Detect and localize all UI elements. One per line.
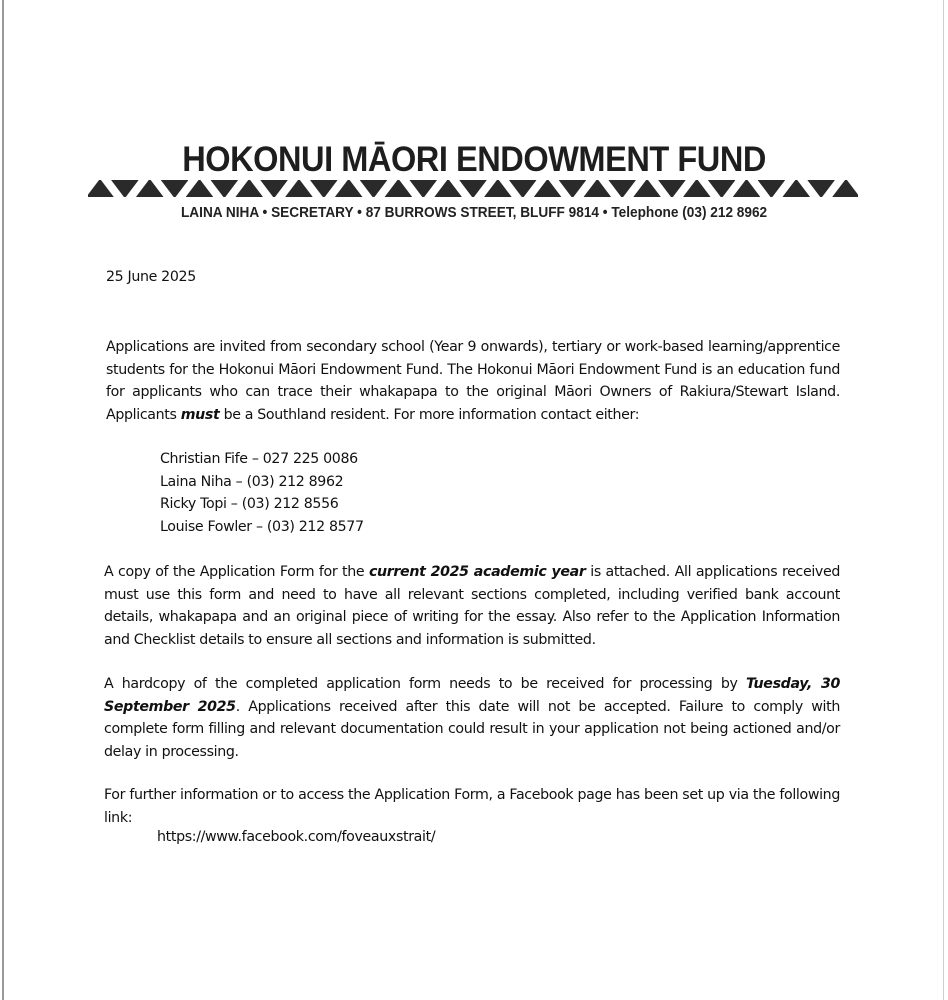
contact-name: Louise Fowler [160,518,252,535]
paragraph-further-info: For further information or to access the Application Form, a Facebook page has been set up via the following link: [104,787,840,826]
letterhead-title: HOKONUI MĀORI ENDOWMENT FUND [182,140,766,179]
triangle-down [460,180,486,197]
contact-separator: – [226,496,242,513]
contact-name: Christian Fife [160,451,248,467]
triangle-down [808,180,834,197]
scan-edge-left [2,0,4,1000]
contact-separator: – [251,518,267,535]
triangle-down [410,180,436,197]
triangle-down [162,180,188,197]
triangle-up [435,180,461,197]
contact-item [160,448,364,471]
triangle-down [212,180,238,197]
triangle-up [137,180,163,197]
triangle-border-graphic [88,180,858,197]
contact-item [160,516,364,539]
triangle-down [709,180,735,197]
contact-phone: (03) 212 8577 [266,518,364,535]
triangle-border [88,180,858,197]
triangle-down [112,180,138,197]
contact-phone: 027 225 0086 [262,451,358,467]
contact-list [160,448,364,538]
contact-separator: – [231,473,247,490]
triangle-up [734,180,760,197]
letter-date: 25 June 2025 [106,269,196,285]
triangle-up [336,180,362,197]
triangle-down [261,180,287,197]
contact-name: Ricky Topi [160,496,227,513]
contact-item [160,471,364,494]
triangle-up [286,180,312,197]
triangle-up [684,180,710,197]
contact-item [160,493,364,516]
emphasis-academic-year: current 2025 academic year [368,564,586,580]
paragraph-application-form [104,561,840,651]
contact-phone: (03) 212 8962 [246,473,344,490]
triangle-up [535,180,561,197]
paragraph-deadline [104,673,840,763]
paragraph-text: A hardcopy of the completed application form needs to be received for processing by [104,676,747,692]
emphasis-must: must [180,406,220,423]
triangle-down [560,180,586,197]
paragraph-text: is attached. All applications received must use this form and need to have all relevant sections completed, including verified bank account details, whakapapa and an original piece of writing for the essay. Also refer to the Application Information and Checklist details to ensure all sections and information is submitted. [104,564,841,648]
triangle-up [485,180,511,197]
paragraph-text: Applications are invited from secondary school (Year 9 onwards), tertiary or work-based learning/apprentice students for the Hokonui Māori Endowment Fund. The Hokonui Māori Endowment Fund is an education fund for applicants who can trace their whakapapa to the original Māori Owners of Rakiura/Stewart Island. Applicants [106,339,840,423]
triangle-down [609,180,635,197]
triangle-down [659,180,685,197]
triangle-up [833,180,858,197]
facebook-link-line [157,829,435,845]
triangle-down [510,180,536,197]
paragraph-text: be a Southland resident. For more information contact either: [219,406,640,423]
paragraph-text: . Applications received after this date will not be accepted. Failure to comply with complete form filling and relevant documentation could result in your application not being actioned and/or delay in processing. [104,698,840,760]
triangle-down [311,180,337,197]
letterhead-address: LAINA NIHA • SECRETARY • 87 BURROWS STREET, BLUFF 9814 • Telephone (03) 212 8962 [180,205,768,221]
paragraph-text: A copy of the Application Form for the [104,564,369,580]
triangle-up [783,180,809,197]
emphasis-deadline-date: Tuesday, 30 September 2025 [104,676,840,715]
scan-edge-right [943,0,944,1000]
triangle-up [585,180,611,197]
triangle-down [361,180,387,197]
triangle-up [88,180,113,197]
triangle-up [236,180,262,197]
triangle-up [634,180,660,197]
facebook-link[interactable]: https://www.facebook.com/foveauxstrait/ [157,829,436,845]
paragraph-invitation [106,336,840,426]
contact-name: Laina Niha [160,473,232,490]
contact-phone: (03) 212 8556 [241,496,339,513]
triangle-up [386,180,412,197]
triangle-up [187,180,213,197]
triangle-down [759,180,785,197]
contact-separator: – [247,451,263,467]
